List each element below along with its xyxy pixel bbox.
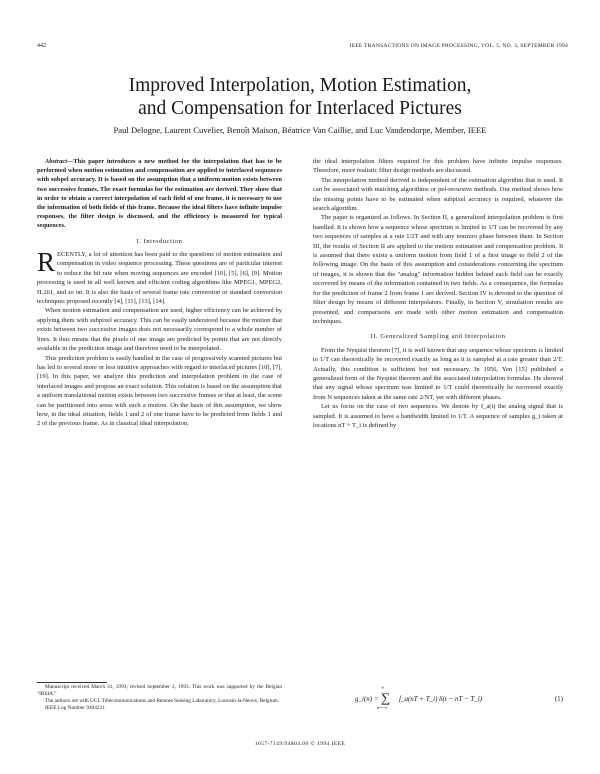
paragraph: The interpolation method derived is independent of the estimation algorithm that is used. It can be associated with matching algorithms or pel-recursive methods. Our method shows how the missing points have to be estimated when subpixel accuracy is required, whatever the search algorithm. [313, 176, 563, 213]
paragraph: The paper is organized as follows. In Section II, a generalized interpolation problem is first handled. It is shown how a sequence whose spectrum is limited to 1/T can be recovered by any two sequences of samples at a rate 1/2T and with any nonzero phase between them. In Section III, the results of Section II are applied to the motion estimation and compensation problem. It is assumed that there exists a uniform motion from field 1 of a first image to field 2 of the following image. On the basis of this assumption and considerations concerning the spectrum of images, it is shown that the "analog" information hidden behind each field can be exactly recovered by means of the information contained in two fields. As a consequence, the formulas for the prediction of frame 2 from frame 1 are derived. Section IV is devoted to the question of filter design by means of different interpolators. Finally, in Section V, simulation results are presented, and comparisons are made with other motion estimation and compensation techniques. [313, 214, 563, 325]
footnote: Manuscript received March 31, 1993; revised September 2, 1993. This work was supported by the Belgian "IRSIA." [37, 684, 282, 697]
paragraph: Let us focus on the case of two sequences. We denote by f_a(t) the analog signal that is sampled. It is assumed to have a bandwidth limited to 1/T. A sequence of samples g_i taken at locations nT + T_i is defined by [313, 403, 563, 429]
section-2-heading: II. Generalized Sampling and Interpolation [370, 333, 506, 341]
author-list: Paul Delogne, Laurent Cuvelier, Benoît Maison, Béatrice Van Caillie, and Luc Vandendorpe, Member, IEEE [113, 125, 487, 135]
footnotes [37, 684, 282, 712]
page-number: 442 [37, 43, 46, 49]
copyright-line: 1057-7149/94$04.00 © 1994 IEEE [254, 741, 346, 747]
equation-number: (1) [554, 695, 563, 703]
right-column [313, 157, 563, 430]
journal-header: IEEE TRANSACTIONS ON IMAGE PROCESSING, VOL. 5, NO. 3, SEPTEMBER 1994 [349, 43, 568, 49]
sum-upper-limit: ∞ [381, 685, 385, 690]
footnote: The authors are with UCL Télécommunications and Remote Sensing Laboratory, Louvain-la-Neuve, Belgium. [45, 698, 280, 704]
section-1-heading: I. Introduction [136, 237, 183, 245]
paragraph [37, 247, 282, 306]
paragraph: the ideal interpolation filters required for this problem have infinite impulse responses. Therefore, more realistic filter design methods are discussed. [313, 158, 563, 175]
paragraph: From the Nyquist theorem [7], it is well known that any sequence whose spectrum is limited to 1/T can theoretically be recovered exactly as long as it is sampled at a rate greater than 2/T. Actually, this condition is sufficient but not necessary. In 1956, Yen [15] published a generalized form of the Nyquist theorem and the associated interpolation formulas. He showed that any signal whose spectrum was limited to 1/T could theoretically be recovered exactly from N sequences taken at the same rate 2/NT, yet with different phases. [313, 346, 563, 401]
summation-symbol: ∑ [381, 690, 391, 705]
abstract [37, 157, 282, 231]
abstract-label: Abstract— [45, 158, 74, 165]
equation-rhs: f_a(nT + T_i) δ(t − nT − T_i) [399, 695, 483, 703]
title-line-2: and Compensation for Interlaced Pictures [138, 98, 462, 119]
drop-cap: R [37, 247, 56, 278]
abstract-text: This paper introduces a new method for the interpolation that has to be performed when motion estimation and compensation are applied to interlaced sequences with subpel accuracy. It is based on the assumption that a uniform motion exists between two successive frames. The exact formulas for the estimation are derived. They show that in order to obtain a correct interpolation of each field of one frame, it is necessary to use the information of both fields of this frame. Because the ideal filters have infinite impulse responses, the filter design is discussed, and the efficiency is measured for typical sequences. [37, 158, 282, 230]
footnote-divider [37, 682, 107, 683]
left-column [37, 157, 282, 429]
equation-1 [313, 685, 563, 710]
paragraph: When motion estimation and compensation are used, higher efficiency can be achieved by applying them with subpixel accuracy. This can be easily understood because the motion that exists between two successive images does not necessarily correspond to a whole number of lines. It thus means that the pixels of one image are predicted by points that are not directly available in the prediction image and therefore need to be interpolated. [37, 307, 282, 353]
paper-title [40, 74, 560, 120]
paragraph-text: ECENTLY, a lot of attention has been paid to the questions of motion estimation and compensation in video sequence processing. These questions are of particular interest to reduce the bit rate when moving sequences are encoded [10], [5], [6], [9]. Motion processing is used in all well known and efficient coding algorithms like MPEG1, MPEG2, H.261, and so on. It is also the basis of several frame rate conversion or standard conversion techniques proposed recently [4], [11], [13], [14]. [37, 251, 282, 306]
sum-lower-limit: n=−∞ [377, 705, 388, 710]
paragraph: This prediction problem is easily handled in the case of progressively scanned pictures but has led to several more or less intuitive approaches with regard to interlaced pictures [10], [7], [19]. In this paper, we analyze this prediction and interpolation problem in the case of interlaced images and propose an exact solution. This solution is based on the assumption that a uniform translational motion exists between two successive frames or that at least, the scene can be partitioned into areas with such a motion. On the basis of this assumption, we show how, in the ideal situation, fields 1 and 2 of one frame have to be predicted from fields 1 and 2 of the previous frame. As in classical ideal interpolation, [37, 354, 282, 428]
footnote: IEEE Log Number 9404211. [45, 705, 106, 711]
title-line-1: Improved Interpolation, Motion Estimation, [128, 75, 472, 96]
equation-lhs: g_i(n) = [355, 695, 379, 703]
